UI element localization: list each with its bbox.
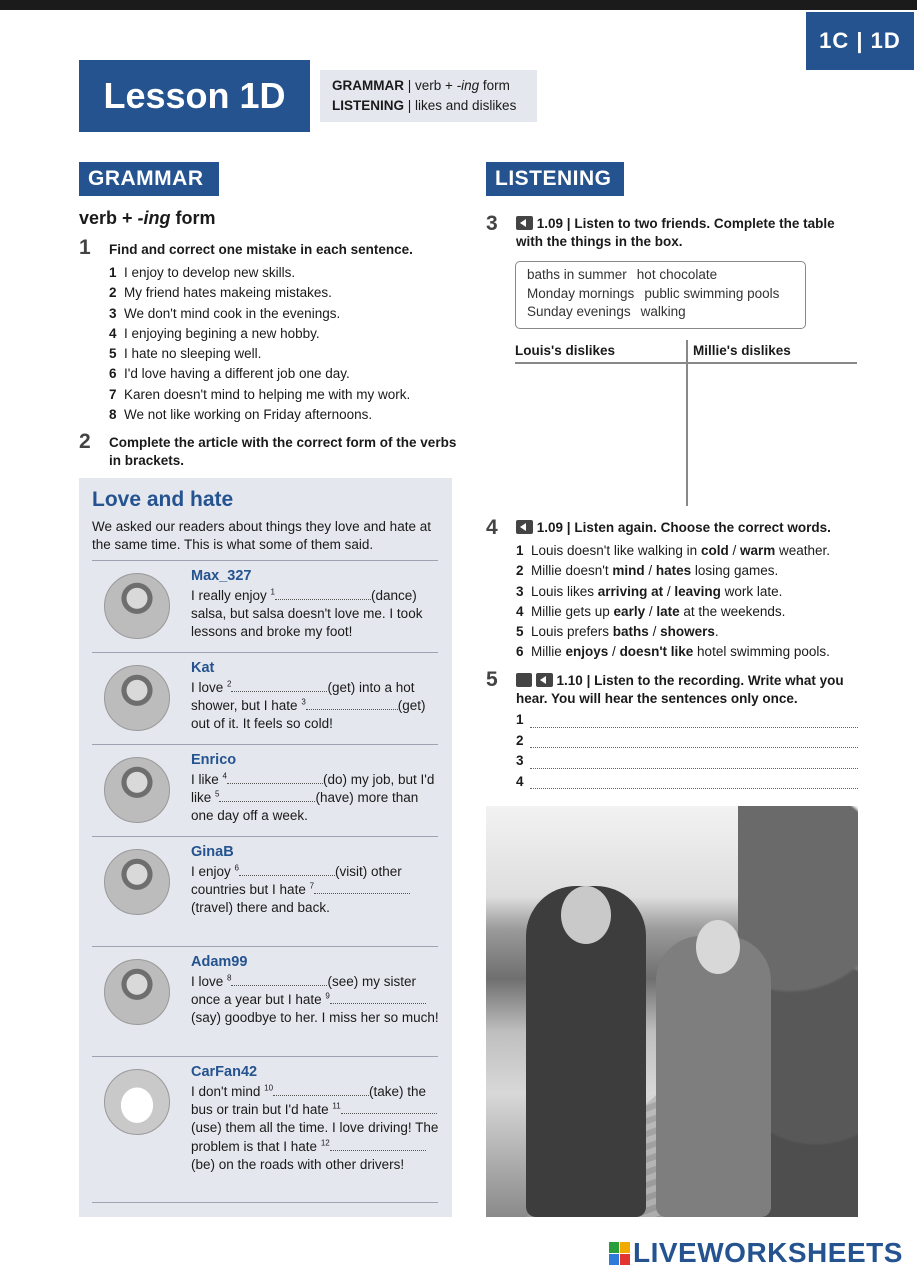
word-option[interactable]: baths in summer <box>527 267 627 282</box>
exercise-5-lines <box>516 712 858 794</box>
woman-head <box>696 920 740 974</box>
answer-gap-12[interactable] <box>330 1139 426 1151</box>
sentence-item[interactable]: 1 I enjoy to develop new skills. <box>109 265 296 280</box>
word-option[interactable]: hot chocolate <box>636 267 718 282</box>
louis-dislikes-drop-area[interactable] <box>515 365 683 505</box>
write-line[interactable]: 2 <box>516 733 858 754</box>
word-option[interactable]: Monday mornings <box>527 285 635 301</box>
sentence-item[interactable]: 2 My friend hates makeing mistakes. <box>109 285 332 301</box>
listening-section-heading: LISTENING <box>486 162 624 196</box>
answer-gap-9[interactable] <box>330 992 426 1004</box>
exercise-3-instruction: 1.09 | Listen to two friends. Complete the table with the things in the box. <box>516 216 835 249</box>
louis-dislikes-header: Louis's dislikes <box>515 343 615 358</box>
reader-name: Max_327 <box>191 568 252 584</box>
post-text: I love $^2$ (get) into a hot shower, but I hate $^3$ (get) out of it. It feels so cold! <box>191 679 426 732</box>
choice-option[interactable]: mind <box>612 563 645 579</box>
sentence-item[interactable]: 4 I enjoying begining a new hobby. <box>109 325 320 341</box>
answer-gap-11[interactable] <box>341 1102 437 1114</box>
sentence-item[interactable]: 7 Karen doesn't mind to helping me with my work. <box>109 386 411 402</box>
exercise-5-instruction: 1.10 | Listen to the recording. Write what you hear. You will hear the sentences only once. <box>516 673 844 706</box>
choice-option[interactable]: hates <box>655 563 692 579</box>
post-text: I like $^4$ (do) my job, but I'd like $^5$ (have) more than one day off a week. <box>191 771 435 824</box>
word-option[interactable]: walking <box>640 304 686 319</box>
write-line[interactable]: 1 <box>516 712 858 733</box>
choice-option[interactable]: early <box>613 603 646 619</box>
article-intro: We asked our readers about things they love and hate at the same time. This is what some of them said. <box>92 519 431 552</box>
choice-option[interactable]: doesn't like <box>619 644 694 660</box>
avatar <box>104 849 170 915</box>
logo-square <box>620 1242 630 1253</box>
article-title: Love and hate <box>92 488 234 511</box>
exercise-1-instruction: Find and correct one mistake in each sentence. <box>109 242 413 257</box>
exercise-3-number: 3 <box>486 212 498 235</box>
answer-gap-7[interactable] <box>314 882 410 894</box>
choice-sentence: 3 Louis likes arriving at / leaving work late. <box>516 583 783 599</box>
word-option[interactable]: public swimming pools <box>644 285 780 301</box>
logo-icon <box>609 1242 630 1265</box>
millie-dislikes-header: Millie's dislikes <box>693 343 791 358</box>
word-option[interactable]: Sunday evenings <box>527 304 631 319</box>
top-dark-bar <box>0 0 917 10</box>
choice-sentence: 6 Millie enjoys / doesn't like hotel swimming pools. <box>516 644 830 660</box>
reader-name: CarFan42 <box>191 1064 258 1080</box>
reader-name: GinaB <box>191 844 234 860</box>
choice-sentence: 4 Millie gets up early / late at the weekends. <box>516 603 786 619</box>
answer-gap-6[interactable] <box>239 864 335 876</box>
woman-figure <box>656 936 771 1217</box>
reader-post <box>92 836 438 946</box>
choice-sentence: 5 Louis prefers baths / showers. <box>516 624 719 640</box>
grammar-subheading: verb + -ing form <box>79 208 216 228</box>
choice-option[interactable]: warm <box>739 543 776 558</box>
answer-gap-2[interactable] <box>231 680 327 692</box>
reader-post <box>92 744 438 836</box>
avatar <box>104 665 170 731</box>
unit-corner-tab: 1C | 1D <box>806 12 914 70</box>
couple-walking-photo <box>486 806 858 1217</box>
audio-icon[interactable] <box>516 216 533 230</box>
reader-post <box>92 946 438 1056</box>
exercise-4-sentences <box>516 541 856 663</box>
choice-option[interactable]: cold <box>700 543 729 558</box>
logo-square <box>609 1242 619 1253</box>
answer-gap-3[interactable] <box>306 698 398 710</box>
reader-post <box>92 560 438 652</box>
choice-option[interactable]: arriving at <box>597 583 664 599</box>
reader-post <box>92 1056 438 1203</box>
post-text: I really enjoy $^1$ (dance) salsa, but salsa doesn't love me. I took lessons and broke my foot! <box>191 587 423 640</box>
answer-gap-8[interactable] <box>231 974 327 986</box>
write-line[interactable]: 3 <box>516 753 858 774</box>
man-head <box>561 886 611 944</box>
answer-gap-10[interactable] <box>273 1084 369 1096</box>
post-text: I don't mind $^{10}$ (take) the bus or train but I'd hate $^{11}$(use) them all the time. I love driving! The problem is that I hate $^{12}$(be) on the roads with other drivers! <box>191 1083 439 1172</box>
grammar-section-heading: GRAMMAR <box>79 162 219 196</box>
post-text: I love $^8$ (see) my sister once a year but I hate $^9$(say) goodbye to her. I miss her so much! <box>191 973 439 1026</box>
exercise-2-instruction: Complete the article with the correct form of the verbs in brackets. <box>109 435 457 468</box>
reader-name: Kat <box>191 660 215 676</box>
answer-gap-4[interactable] <box>227 772 323 784</box>
table-column-divider <box>686 340 688 506</box>
logo-square <box>620 1254 630 1265</box>
sentence-item[interactable]: 6 I'd love having a different job one day. <box>109 366 350 382</box>
liveworksheets-logo[interactable] <box>609 1237 903 1269</box>
reader-post <box>92 652 438 744</box>
avatar <box>104 959 170 1025</box>
exercise-4-number: 4 <box>486 516 498 539</box>
audio-icon[interactable] <box>536 673 553 687</box>
reader-name: Adam99 <box>191 954 248 970</box>
choice-option[interactable]: late <box>656 603 680 619</box>
sentence-item[interactable]: 5 I hate no sleeping well. <box>109 346 262 362</box>
lesson-topics <box>320 70 537 122</box>
audio-icon[interactable] <box>516 520 533 534</box>
exercise-1-sentences <box>109 263 459 425</box>
lesson-title: Lesson 1D <box>79 60 310 132</box>
choice-option[interactable]: leaving <box>674 583 721 599</box>
logo-square <box>609 1254 619 1265</box>
answer-gap-1[interactable] <box>275 588 371 600</box>
choice-option[interactable]: baths <box>612 624 649 640</box>
listening-topic: LISTENING | likes and dislikes <box>332 98 517 113</box>
sentence-item[interactable]: 8 We not like working on Friday afternoons. <box>109 407 373 423</box>
choice-sentence: 2 Millie doesn't mind / hates losing games. <box>516 563 779 579</box>
choice-sentence: 1 Louis doesn't like walking in cold / warm weather. <box>516 543 831 558</box>
millie-dislikes-drop-area[interactable] <box>690 365 857 505</box>
choice-option[interactable]: enjoys <box>565 644 609 660</box>
love-and-hate-article <box>79 478 452 1217</box>
write-line[interactable]: 4 <box>516 774 858 795</box>
sentence-item[interactable]: 3 We don't mind cook in the evenings. <box>109 305 341 321</box>
choice-option[interactable]: showers <box>660 624 715 640</box>
transcript-icon <box>516 673 532 687</box>
reader-name: Enrico <box>191 752 237 768</box>
avatar <box>104 573 170 639</box>
answer-gap-5[interactable] <box>219 790 315 802</box>
brand-name: LIVEWORKSHEETS <box>633 1237 903 1268</box>
car-image <box>104 1069 170 1135</box>
grammar-topic: GRAMMAR | verb + -ing form <box>332 78 510 93</box>
exercise-2-number: 2 <box>79 430 91 453</box>
word-box <box>515 261 806 329</box>
post-text: I enjoy $^6$ (visit) other countries but I hate $^7$(travel) there and back. <box>191 863 441 918</box>
avatar <box>104 757 170 823</box>
exercise-5-number: 5 <box>486 668 498 691</box>
exercise-4-instruction: 1.09 | Listen again. Choose the correct words. <box>516 519 856 537</box>
exercise-1-number: 1 <box>79 236 91 259</box>
dislikes-table <box>515 340 857 506</box>
